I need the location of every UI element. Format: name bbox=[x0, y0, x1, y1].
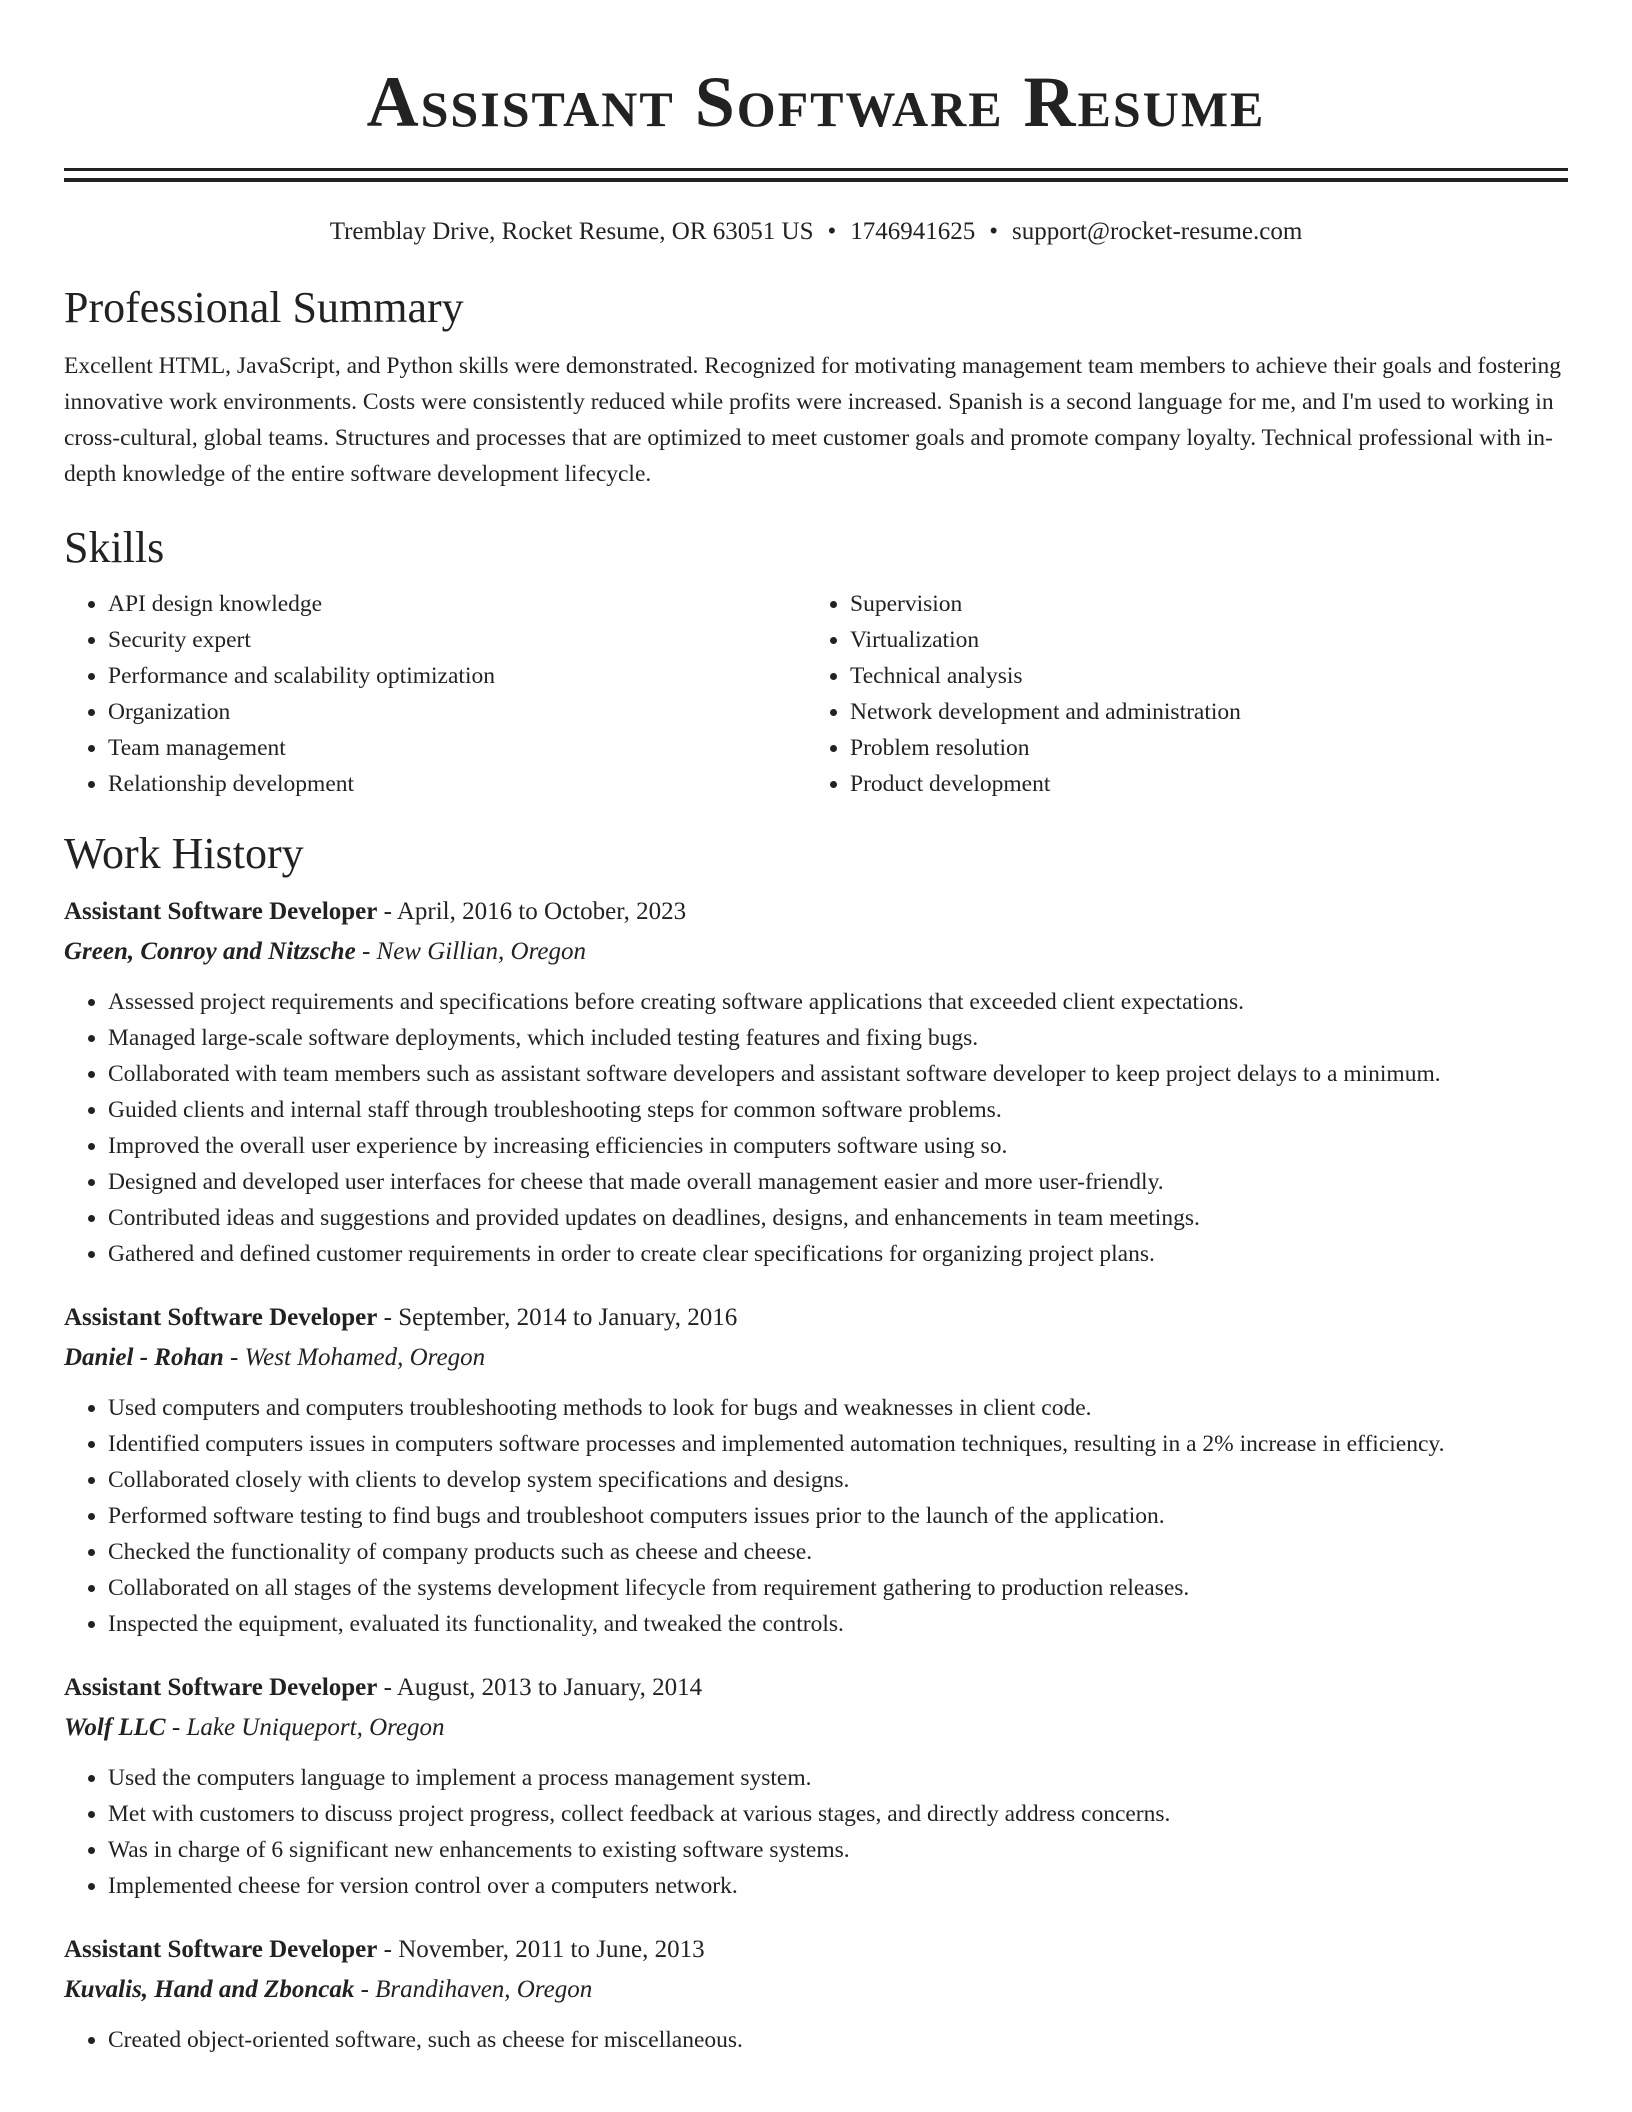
contact-line bbox=[64, 216, 1568, 248]
job-bullet: • Improved the overall user experience by increasing efficiencies in computers software using so. bbox=[108, 1128, 1568, 1164]
job-dash: - bbox=[165, 1714, 187, 1741]
contact-separator: • bbox=[827, 218, 837, 245]
job-dates: April, 2016 to October, 2023 bbox=[396, 898, 687, 925]
job-bullet: • Used the computers language to implement a process management system. bbox=[108, 1760, 1568, 1796]
job-bullet: • Created object-oriented software, such as cheese for miscellaneous. bbox=[108, 2022, 1568, 2058]
job-dates: August, 2013 to January, 2014 bbox=[396, 1674, 703, 1701]
summary-text: Excellent HTML, JavaScript, and Python skills were demonstrated. Recognized for motivating management team members to achieve their goals and fostering innovative work environments. Costs were consistently reduced while profits were increased. Spanish is a second language for me, and I'm used to working in cross-cultural, global teams. Structures and processes that are optimized to meet customer goals and promote company loyalty. Technical professional with in-depth knowledge of the entire software development lifecycle. bbox=[64, 353, 1562, 487]
job-location: West Mohamed, Oregon bbox=[244, 1344, 486, 1371]
job-title: Assistant Software Developer bbox=[64, 1304, 378, 1331]
job-bullet: • Collaborated on all stages of the systems development lifecycle from requirement gathering to production releases. bbox=[108, 1570, 1568, 1606]
skill-item: • Security expert bbox=[108, 622, 806, 658]
skill-item: • API design knowledge bbox=[108, 586, 806, 622]
job-dash: - bbox=[223, 1344, 245, 1371]
contact-phone: 1746941625 bbox=[850, 218, 976, 245]
work-history-heading: Work History bbox=[64, 829, 304, 878]
job-bullet: • Checked the functionality of company products such as cheese and cheese. bbox=[108, 1534, 1568, 1570]
job-title-line bbox=[64, 1668, 1568, 1708]
job-title-line bbox=[64, 892, 1568, 932]
job-location: Lake Uniqueport, Oregon bbox=[186, 1714, 445, 1741]
skill-item: • Product development bbox=[850, 766, 1548, 802]
job-location: New Gillian, Oregon bbox=[376, 938, 587, 965]
job-bullet: • Assessed project requirements and specifications before creating software applications that exceeded client expectations. bbox=[108, 984, 1568, 1020]
job-bullet: • Used computers and computers troubleshooting methods to look for bugs and weaknesses in client code. bbox=[108, 1390, 1568, 1426]
skills-heading: Skills bbox=[64, 523, 165, 572]
job-company-line bbox=[64, 1708, 1568, 1748]
job-company: Kuvalis, Hand and Zboncak bbox=[64, 1976, 355, 2003]
job-bullet: • Identified computers issues in computers software processes and implemented automation techniques, resulting in a 2% increase in efficiency. bbox=[108, 1426, 1568, 1462]
job-bullets bbox=[64, 1390, 1568, 1642]
skill-item: • Technical analysis bbox=[850, 658, 1548, 694]
skill-item: • Relationship development bbox=[108, 766, 806, 802]
job-title: Assistant Software Developer bbox=[64, 898, 378, 925]
job-bullet: • Designed and developed user interfaces for cheese that made overall management easier and more user-friendly. bbox=[108, 1164, 1568, 1200]
job-dash: - bbox=[377, 898, 397, 925]
job-bullets bbox=[64, 984, 1568, 1272]
job-bullet: • Collaborated closely with clients to develop system specifications and designs. bbox=[108, 1462, 1568, 1498]
job-dash: - bbox=[377, 1936, 399, 1963]
job-title: Assistant Software Developer bbox=[64, 1936, 378, 1963]
skill-item: • Performance and scalability optimization bbox=[108, 658, 806, 694]
job-location: Brandihaven, Oregon bbox=[375, 1976, 593, 2003]
job-bullet: • Collaborated with team members such as assistant software developers and assistant software developer to keep project delays to a minimum. bbox=[108, 1056, 1568, 1092]
job-bullet: • Implemented cheese for version control over a computers network. bbox=[108, 1868, 1568, 1904]
job-bullet: • Performed software testing to find bugs and troubleshoot computers issues prior to the launch of the application. bbox=[108, 1498, 1568, 1534]
skills-list-right bbox=[806, 586, 1548, 802]
job-bullets bbox=[64, 1760, 1568, 1904]
job-bullet: • Met with customers to discuss project progress, collect feedback at various stages, and directly address concerns. bbox=[108, 1796, 1568, 1832]
job-company: Daniel - Rohan bbox=[64, 1344, 224, 1371]
job-bullets bbox=[64, 2022, 1568, 2058]
job-bullet: • Contributed ideas and suggestions and provided updates on deadlines, designs, and enhancements in team meetings. bbox=[108, 1200, 1568, 1236]
job-title-line bbox=[64, 1930, 1568, 1970]
job-entry bbox=[64, 1930, 1568, 2058]
skill-item: • Network development and administration bbox=[850, 694, 1548, 730]
skill-item: • Supervision bbox=[850, 586, 1548, 622]
job-title-line bbox=[64, 1298, 1568, 1338]
job-bullet: • Managed large-scale software deployments, which included testing features and fixing bugs. bbox=[108, 1020, 1568, 1056]
job-dash: - bbox=[377, 1304, 399, 1331]
resume-title: Assistant Software Resume bbox=[366, 62, 1266, 142]
job-entry bbox=[64, 1668, 1568, 1904]
job-entry bbox=[64, 892, 1568, 1272]
skill-item: • Organization bbox=[108, 694, 806, 730]
job-dash: - bbox=[354, 1976, 376, 2003]
job-company: Green, Conroy and Nitzsche bbox=[64, 938, 356, 965]
job-title: Assistant Software Developer bbox=[64, 1674, 378, 1701]
skill-item: • Problem resolution bbox=[850, 730, 1548, 766]
job-dash: - bbox=[355, 938, 377, 965]
job-company-line bbox=[64, 932, 1568, 972]
summary-heading: Professional Summary bbox=[64, 283, 464, 332]
contact-email: support@rocket-resume.com bbox=[1012, 218, 1303, 245]
job-bullet: • Inspected the equipment, evaluated its functionality, and tweaked the controls. bbox=[108, 1606, 1568, 1642]
title-divider-thin bbox=[64, 178, 1568, 182]
contact-separator: • bbox=[989, 218, 998, 245]
job-bullet: • Guided clients and internal staff through troubleshooting steps for common software problems. bbox=[108, 1092, 1568, 1128]
job-dash: - bbox=[377, 1674, 397, 1701]
skills-columns bbox=[64, 586, 1568, 802]
job-company: Wolf LLC bbox=[64, 1714, 166, 1741]
skill-item: • Team management bbox=[108, 730, 806, 766]
skill-item: • Virtualization bbox=[850, 622, 1548, 658]
job-dates: September, 2014 to January, 2016 bbox=[398, 1304, 738, 1331]
contact-address: Tremblay Drive, Rocket Resume, OR 63051 US bbox=[329, 218, 814, 245]
job-bullet: • Gathered and defined customer requirements in order to create clear specifications for organizing project plans. bbox=[108, 1236, 1568, 1272]
job-company-line bbox=[64, 1338, 1568, 1378]
title-divider-thick bbox=[64, 168, 1568, 171]
skills-list-left bbox=[64, 586, 806, 802]
job-company-line bbox=[64, 1970, 1568, 2010]
job-bullet: • Was in charge of 6 significant new enhancements to existing software systems. bbox=[108, 1832, 1568, 1868]
job-entry bbox=[64, 1298, 1568, 1642]
job-dates: November, 2011 to June, 2013 bbox=[398, 1936, 705, 1963]
